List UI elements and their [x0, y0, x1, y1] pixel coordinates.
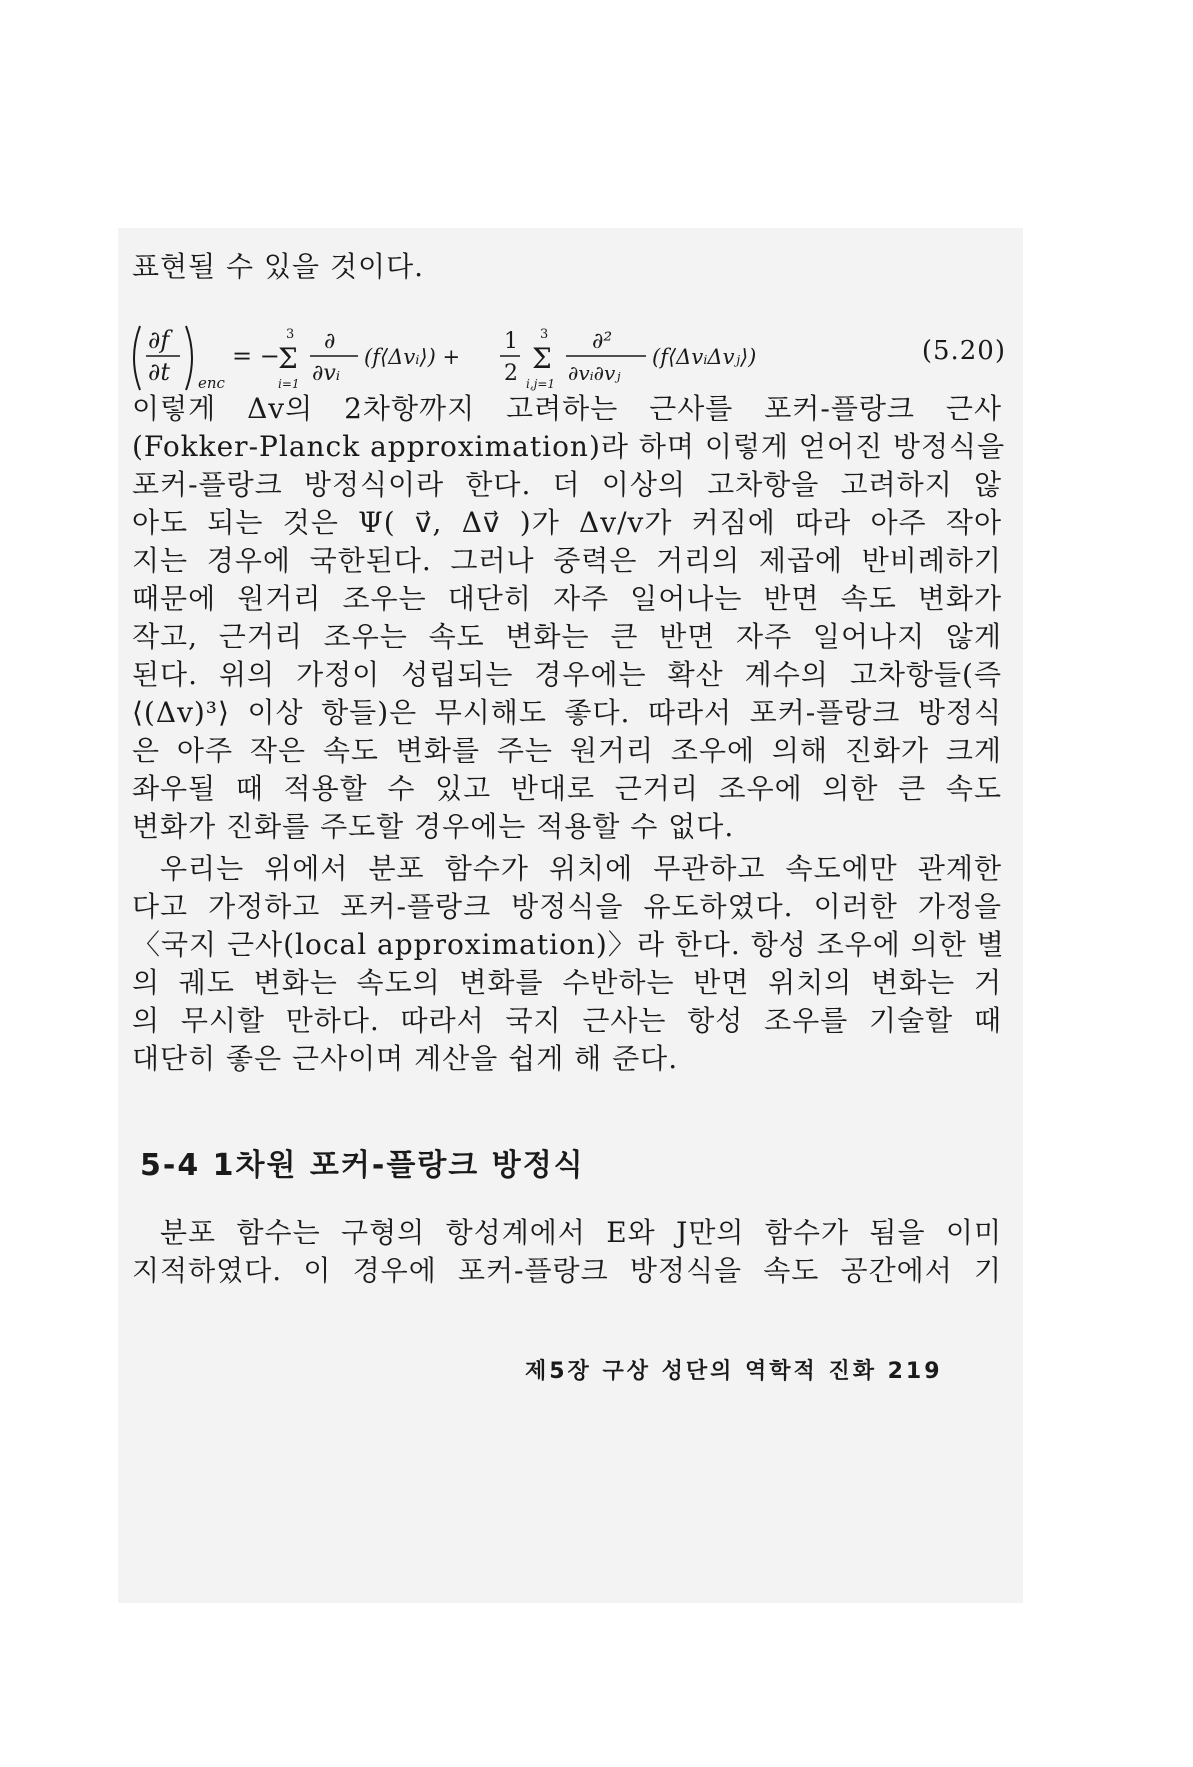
- paragraph-line: 아도 되는 것은 Ψ( v⃗, Δv⃗ )가 Δv/v가 커짐에 따라 아주 작아: [132, 506, 1002, 539]
- lhs-subscript: enc: [198, 374, 225, 392]
- paragraph-line: 분포 함수는 구형의 항성계에서 E와 J만의 함수가 됨을 이미: [160, 1216, 1002, 1249]
- paragraph-line: 의 궤도 변화는 속도의 변화를 수반하는 반면 위치의 변화는 거: [132, 966, 1002, 999]
- paragraph-line: 다고 가정하고 포커-플랑크 방정식을 유도하였다. 이러한 가정을: [132, 890, 1002, 923]
- lhs-numerator: ∂f: [148, 326, 170, 354]
- sum2-sigma: Σ: [532, 342, 552, 375]
- paragraph-line: 때문에 원거리 조우는 대단히 자주 일어나는 반면 속도 변화가: [132, 582, 1002, 615]
- paragraph-line: 지적하였다. 이 경우에 포커-플랑크 방정식을 속도 공간에서 기: [132, 1254, 1002, 1287]
- equation-number: (5.20): [921, 336, 1006, 366]
- intro-line: 표현될 수 있을 것이다.: [132, 250, 425, 283]
- term1-numerator: ∂: [324, 329, 336, 354]
- half-denominator: 2: [504, 361, 518, 386]
- paragraph-line: 〈국지 근사(local approximation)〉라 한다. 항성 조우에 의한 별: [132, 928, 1005, 961]
- term2-numerator: ∂²: [592, 329, 613, 354]
- sum1-upper: 3: [286, 327, 295, 342]
- term2-denominator: ∂vᵢ∂vⱼ: [568, 361, 621, 385]
- paragraph-line: (Fokker-Planck approximation)라 하며 이렇게 얻어진 방정식을: [132, 430, 1006, 463]
- paragraph-line: 된다. 위의 가정이 성립되는 경우에는 확산 계수의 고차항들(즉: [132, 658, 1002, 691]
- paragraph-line: 우리는 위에서 분포 함수가 위치에 무관하고 속도에만 관계한: [160, 852, 1002, 885]
- sum2-upper: 3: [540, 327, 549, 342]
- paragraph-line: 은 아주 작은 속도 변화를 주는 원거리 조우에 의해 진화가 크게: [132, 734, 1002, 767]
- term1-body: (f⟨Δvᵢ⟩) +: [364, 345, 461, 369]
- sum1-sigma: Σ: [278, 342, 298, 375]
- paragraph-line: 의 무시할 만하다. 따라서 국지 근사는 항성 조우를 기술할 때: [132, 1004, 1002, 1037]
- lhs-denominator: ∂t: [148, 358, 171, 386]
- half-numerator: 1: [504, 329, 518, 354]
- paragraph-line: 작고, 근거리 조우는 속도 변화는 큰 반면 자주 일어나지 않게: [132, 620, 1002, 653]
- equation-graphic: [126, 318, 1006, 398]
- paragraph-line: 대단히 좋은 근사이며 계산을 쉽게 해 준다.: [132, 1042, 679, 1075]
- term1-denominator: ∂vᵢ: [312, 361, 341, 386]
- paragraph-line: 좌우될 때 적용할 수 있고 반대로 근거리 조우에 의한 큰 속도: [132, 772, 1002, 805]
- section-heading: 5-4 1차원 포커-플랑크 방정식: [140, 1148, 585, 1183]
- paragraph-line: 변화가 진화를 주도할 경우에는 적용할 수 없다.: [132, 810, 735, 843]
- page-footer: 제5장 구상 성단의 역학적 진화 219: [525, 1359, 943, 1384]
- sum1-lower: i=1: [278, 377, 300, 391]
- equals-minus: = −: [232, 342, 280, 370]
- paragraph-line: ⟨(Δv)³⟩ 이상 항들)은 무시해도 좋다. 따라서 포커-플랑크 방정식: [132, 696, 1002, 729]
- sum2-lower: i,j=1: [526, 377, 556, 391]
- term2-body: (f⟨ΔvᵢΔvⱼ⟩): [652, 345, 757, 369]
- equation-5-20: [126, 318, 1006, 398]
- left-paren: [134, 326, 140, 390]
- right-paren: [186, 326, 192, 390]
- paragraph-line: 지는 경우에 국한된다. 그러나 중력은 거리의 제곱에 반비례하기: [132, 544, 1002, 577]
- paragraph-line: 이렇게 Δv의 2차항까지 고려하는 근사를 포커-플랑크 근사: [132, 392, 1002, 425]
- paragraph-line: 포커-플랑크 방정식이라 한다. 더 이상의 고차항을 고려하지 않: [132, 468, 1002, 501]
